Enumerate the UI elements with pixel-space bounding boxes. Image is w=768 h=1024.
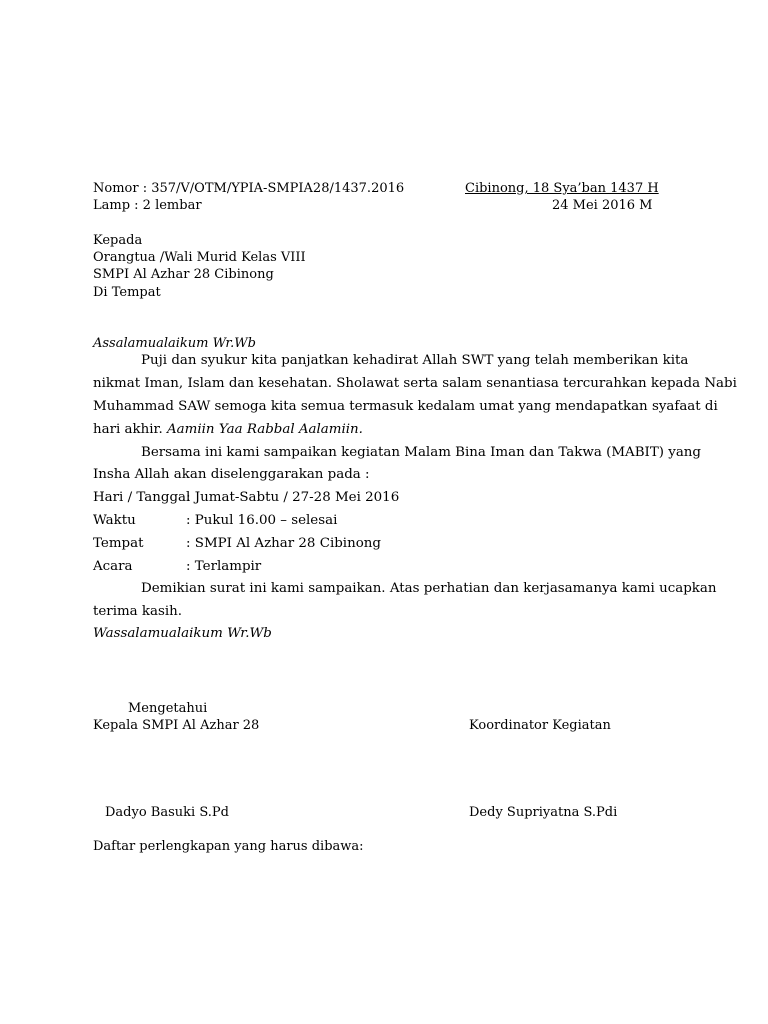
recipient-line-2: SMPI Al Azhar 28 Cibinong [93,267,274,282]
signature-left-name: Dadyo Basuki S.Pd [105,805,229,820]
detail-row [93,513,337,529]
date-masehi: 24 Mei 2016 M [552,198,653,213]
detail-row [93,490,399,506]
detail-label: Waktu [93,513,136,528]
paragraph-2-line-1: Bersama ini kami sampaikan kegiatan Malam Bina Iman dan Takwa (MABIT) yang [141,445,701,460]
date-hijri: Cibinong, 18 Sya’ban 1437 H [465,181,659,196]
paragraph-3-line-1: Demikian surat ini kami sampaikan. Atas perhatian dan kerjasamanya kami ucapkan [141,581,717,596]
paragraph-1-line-4-italic: Aamiin Yaa Rabbal Aalamiin. [167,422,363,437]
signature-right-name: Dedy Supriyatna S.Pdi [469,805,618,820]
signature-left-title: Kepala SMPI Al Azhar 28 [93,718,260,733]
salam-closing: Wassalamualaikum Wr.Wb [93,626,272,641]
mengetahui-label: Mengetahui [128,701,208,716]
detail-value: : Pukul 16.00 – selesai [186,513,338,528]
recipient-line-1: Orangtua /Wali Murid Kelas VIII [93,250,306,265]
paragraph-1-line-1: Puji dan syukur kita panjatkan kehadirat Allah SWT yang telah memberikan kita [141,353,689,368]
detail-row [93,559,261,575]
paragraph-1-line-3: Muhammad SAW semoga kita semua termasuk kedalam umat yang mendapatkan syafaat di [93,399,718,414]
detail-value: : SMPI Al Azhar 28 Cibinong [186,536,381,551]
recipient-kepada: Kepada [93,233,143,248]
signature-right-title: Koordinator Kegiatan [469,718,611,733]
detail-label: Tempat [93,536,144,551]
detail-value: : Jumat-Sabtu / 27-28 Mei 2016 [186,490,400,505]
detail-label: Hari / Tanggal [93,490,191,505]
paragraph-1-line-2: nikmat Iman, Islam dan kesehatan. Sholawat serta salam senantiasa tercurahkan kepada Nabi [93,376,737,391]
attachment-count: Lamp : 2 lembar [93,198,202,213]
paragraph-2-line-2: Insha Allah akan diselenggarakan pada : [93,467,370,482]
letter-number: Nomor : 357/V/OTM/YPIA-SMPIA28/1437.2016 [93,181,405,196]
detail-label: Acara [93,559,133,574]
paragraph-1-line-4 [93,422,363,438]
detail-value: : Terlampir [186,559,262,574]
equipment-list-heading: Daftar perlengkapan yang harus dibawa: [93,839,364,854]
recipient-line-3: Di Tempat [93,285,161,300]
salam-opening: Assalamualaikum Wr.Wb [93,336,256,351]
detail-row [93,536,381,552]
paragraph-3-line-2: terima kasih. [93,604,183,619]
paragraph-1-line-4-normal: hari akhir. [93,422,163,437]
